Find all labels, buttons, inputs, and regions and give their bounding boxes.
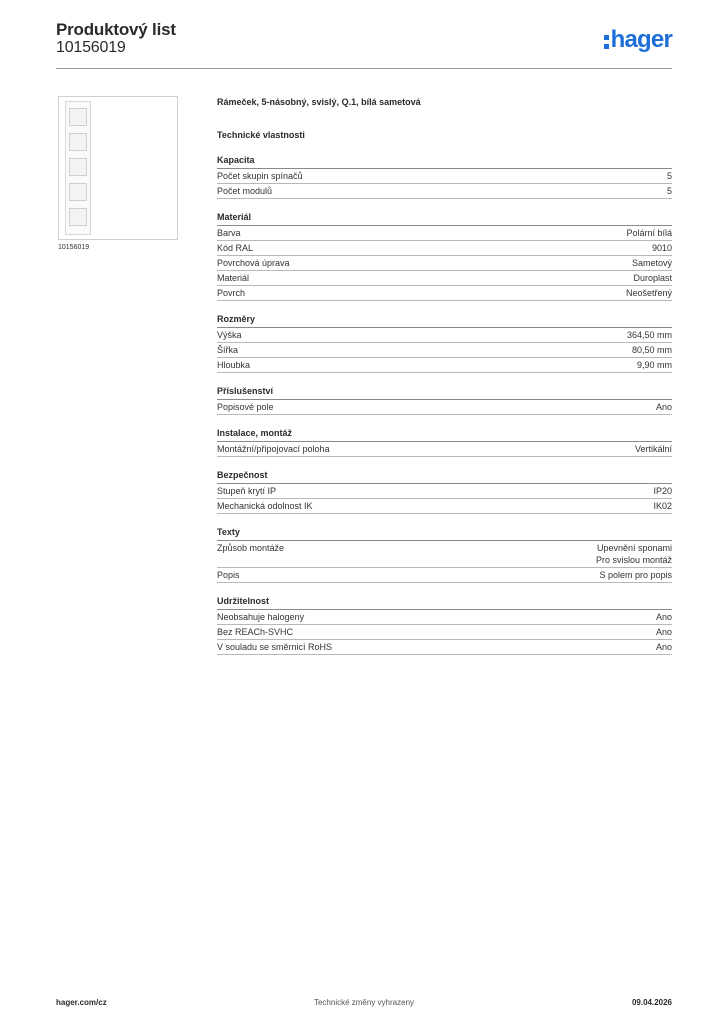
spec-row bbox=[217, 343, 672, 358]
spec-label: Povrchová úprava bbox=[217, 258, 290, 268]
spec-row bbox=[217, 184, 672, 199]
section-title: Rozměry bbox=[217, 313, 672, 328]
section-title: Příslušenství bbox=[217, 385, 672, 400]
footer-website: hager.com/cz bbox=[56, 998, 107, 1007]
section-title: Bezpečnost bbox=[217, 469, 672, 484]
spec-value-line: 80,50 mm bbox=[631, 345, 672, 355]
spec-label: Bez REACh-SVHC bbox=[217, 627, 294, 637]
spec-row bbox=[217, 442, 672, 457]
section-title: Texty bbox=[217, 526, 672, 541]
section-title: Udržitelnost bbox=[217, 595, 672, 610]
spec-row bbox=[217, 568, 672, 583]
logo-colon-icon bbox=[604, 35, 609, 49]
spec-value bbox=[626, 227, 672, 239]
spec-row bbox=[217, 484, 672, 499]
spec-label: Materiál bbox=[217, 273, 250, 283]
spec-label: Hloubka bbox=[217, 360, 251, 370]
document-title: Produktový list bbox=[56, 20, 176, 39]
spec-label: Počet modulů bbox=[217, 186, 273, 196]
spec-value-line: 5 bbox=[666, 186, 672, 196]
product-name: Rámeček, 5-násobný, svislý, Q.1, bílá sametová bbox=[217, 97, 421, 107]
spec-value-line: Sametový bbox=[631, 258, 672, 268]
spec-value bbox=[626, 287, 672, 299]
spec-label: Kód RAL bbox=[217, 243, 254, 253]
spec-row bbox=[217, 169, 672, 184]
spec-value-line: Ano bbox=[655, 612, 672, 622]
spec-section bbox=[217, 526, 672, 583]
spec-value-line: 364,50 mm bbox=[626, 330, 672, 340]
product-image-caption: 10156019 bbox=[58, 244, 90, 251]
spec-section bbox=[217, 595, 672, 655]
spec-value-line: Pro svislou montáž bbox=[595, 555, 672, 565]
spec-label: Mechanická odolnost IK bbox=[217, 501, 313, 511]
spec-value bbox=[667, 185, 672, 197]
spec-label: Způsob montáže bbox=[217, 543, 285, 553]
page-header bbox=[56, 20, 672, 68]
frame-illustration bbox=[65, 101, 91, 235]
section-title: Kapacita bbox=[217, 154, 672, 169]
spec-section bbox=[217, 469, 672, 514]
spec-section bbox=[217, 427, 672, 457]
spec-value bbox=[653, 485, 672, 497]
spec-row bbox=[217, 286, 672, 301]
spec-value bbox=[632, 257, 672, 269]
spec-label: V souladu se směrnicí RoHS bbox=[217, 642, 333, 652]
spec-value-line: IK02 bbox=[653, 501, 672, 511]
spec-label: Barva bbox=[217, 228, 241, 238]
spec-label: Montážní/připojovací poloha bbox=[217, 444, 330, 454]
spec-value-line: 9,90 mm bbox=[636, 360, 672, 370]
spec-section bbox=[217, 385, 672, 415]
header-divider bbox=[56, 68, 672, 69]
spec-value-line: S polem pro popis bbox=[599, 570, 672, 580]
spec-value-line: 9010 bbox=[651, 243, 672, 253]
spec-value-line: IP20 bbox=[653, 486, 672, 496]
spec-value-line: Upevnění sponami bbox=[596, 543, 672, 553]
spec-row bbox=[217, 226, 672, 241]
spec-label: Stupeň krytí IP bbox=[217, 486, 277, 496]
spec-label: Neobsahuje halogeny bbox=[217, 612, 305, 622]
logo-wordmark: hager bbox=[610, 26, 672, 53]
spec-section bbox=[217, 154, 672, 199]
spec-value-line: Neošetřený bbox=[625, 288, 672, 298]
tech-properties-heading: Technické vlastnosti bbox=[217, 130, 305, 140]
spec-row bbox=[217, 625, 672, 640]
spec-value bbox=[632, 344, 672, 356]
spec-row bbox=[217, 499, 672, 514]
page-footer bbox=[56, 998, 672, 1010]
spec-value bbox=[596, 542, 672, 566]
spec-value bbox=[637, 359, 672, 371]
spec-row bbox=[217, 358, 672, 373]
spec-value bbox=[656, 626, 672, 638]
spec-label: Šířka bbox=[217, 345, 239, 355]
spec-value-line: Polární bílá bbox=[626, 228, 672, 238]
spec-label: Počet skupin spínačů bbox=[217, 171, 303, 181]
spec-value bbox=[652, 242, 672, 254]
spec-value bbox=[656, 611, 672, 623]
footer-date: 09.04.2026 bbox=[631, 998, 672, 1007]
spec-row bbox=[217, 328, 672, 343]
document-number: 10156019 bbox=[56, 39, 126, 56]
spec-label: Popis bbox=[217, 570, 240, 580]
spec-value bbox=[635, 443, 672, 455]
spec-label: Povrch bbox=[217, 288, 246, 298]
spec-value bbox=[656, 641, 672, 653]
spec-section bbox=[217, 211, 672, 301]
spec-label: Výška bbox=[217, 330, 242, 340]
spec-value bbox=[653, 500, 672, 512]
spec-content bbox=[217, 96, 672, 655]
spec-sections bbox=[217, 154, 672, 655]
spec-value bbox=[667, 170, 672, 182]
spec-section bbox=[217, 313, 672, 373]
spec-value-line: Duroplast bbox=[633, 273, 672, 283]
spec-row bbox=[217, 541, 672, 568]
spec-value-line: Vertikální bbox=[634, 444, 672, 454]
spec-value-line: Ano bbox=[655, 627, 672, 637]
spec-row bbox=[217, 610, 672, 625]
spec-row bbox=[217, 640, 672, 655]
spec-row bbox=[217, 241, 672, 256]
spec-value bbox=[656, 401, 672, 413]
spec-row bbox=[217, 271, 672, 286]
spec-value-line: Ano bbox=[655, 642, 672, 652]
spec-value bbox=[599, 569, 672, 581]
section-title: Instalace, montáž bbox=[217, 427, 672, 442]
spec-value bbox=[633, 272, 672, 284]
spec-value-line: Ano bbox=[655, 402, 672, 412]
spec-row bbox=[217, 400, 672, 415]
spec-label: Popisové pole bbox=[217, 402, 274, 412]
section-title: Materiál bbox=[217, 211, 672, 226]
spec-row bbox=[217, 256, 672, 271]
hager-logo bbox=[604, 26, 672, 54]
product-image bbox=[58, 96, 178, 240]
spec-value-line: 5 bbox=[666, 171, 672, 181]
footer-disclaimer: Technické změny vyhrazeny bbox=[313, 998, 415, 1007]
spec-value bbox=[627, 329, 672, 341]
